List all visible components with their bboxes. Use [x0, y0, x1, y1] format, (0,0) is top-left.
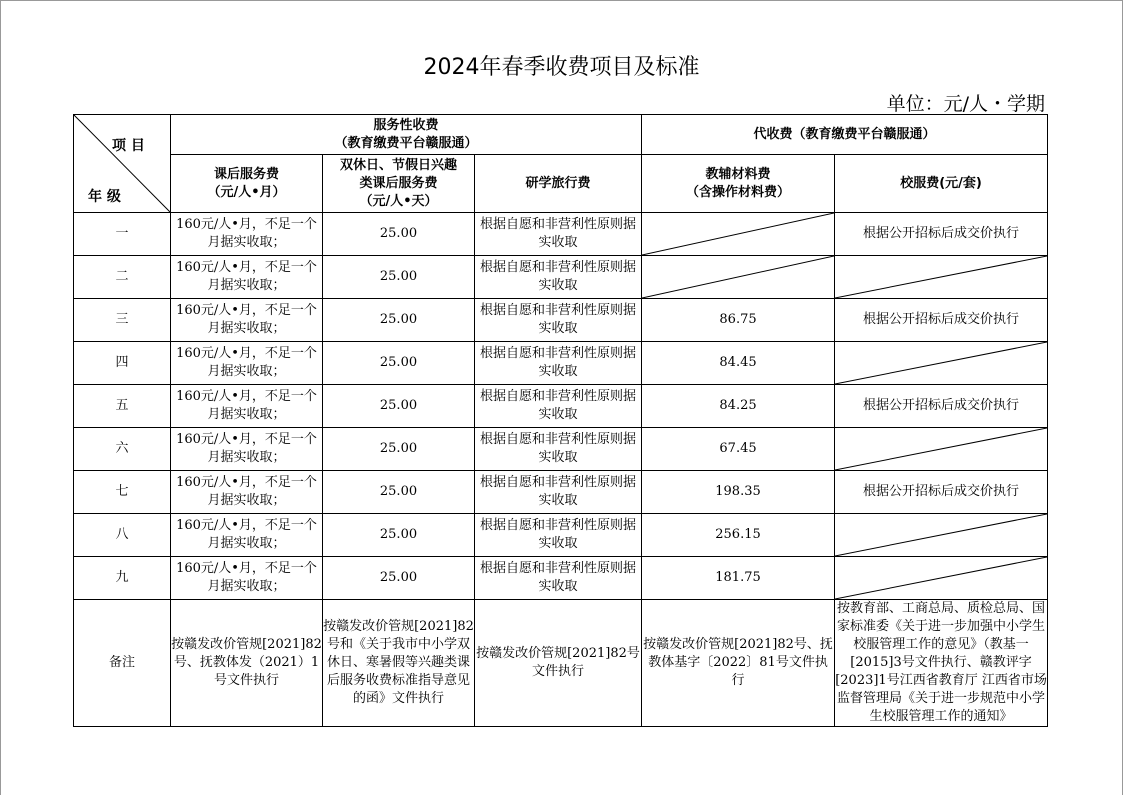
uniform-fee-cell: 根据公开招标后成交价执行 [835, 299, 1048, 342]
grade-cell: 一 [74, 213, 171, 256]
uniform-fee-cell: 根据公开招标后成交价执行 [835, 471, 1048, 514]
materials-fee-cell-empty [642, 256, 835, 299]
study-trip-fee-cell: 根据自愿和非营利性原则据实收取 [475, 514, 642, 557]
grade-cell: 七 [74, 471, 171, 514]
table-row [74, 299, 1048, 342]
after-school-fee-cell: 160元/人•月，不足一个月据实收取； [171, 299, 323, 342]
study-trip-fee-cell: 根据自愿和非营利性原则据实收取 [475, 256, 642, 299]
service-group-line2: （教育缴费平台赣服通） [334, 135, 478, 151]
after-school-fee-cell: 160元/人•月，不足一个月据实收取； [171, 428, 323, 471]
table-row [74, 471, 1048, 514]
after-school-fee-cell: 160元/人•月，不足一个月据实收取； [171, 471, 323, 514]
table-row [74, 514, 1048, 557]
col-materials-line1: 教辅材料费 [705, 166, 771, 182]
holiday-fee-cell: 25.00 [323, 342, 475, 385]
empty-cell-slash [835, 342, 1047, 384]
uniform-fee-cell: 根据公开招标后成交价执行 [835, 385, 1048, 428]
grade-cell: 六 [74, 428, 171, 471]
col-study-trip-header: 研学旅行费 [475, 155, 642, 213]
col-materials-line2: （含操作材料费） [686, 184, 791, 200]
empty-cell-slash [835, 428, 1047, 470]
study-trip-fee-cell: 根据自愿和非营利性原则据实收取 [475, 471, 642, 514]
header-row-columns [74, 155, 1048, 213]
study-trip-fee-cell: 根据自愿和非营利性原则据实收取 [475, 385, 642, 428]
table-row [74, 213, 1048, 256]
table-row [74, 385, 1048, 428]
empty-cell-slash [835, 256, 1047, 298]
materials-fee-cell: 181.75 [642, 557, 835, 600]
study-trip-fee-cell: 根据自愿和非营利性原则据实收取 [475, 299, 642, 342]
unit-label: 单位：元/人・学期 [886, 93, 1045, 115]
materials-fee-cell: 67.45 [642, 428, 835, 471]
col-holiday-line1: 双休日、节假日兴趣 [339, 157, 457, 173]
corner-header-cell [74, 115, 171, 213]
remarks-row [74, 600, 1048, 727]
remark-study-trip: 按赣发改价管规[2021]82号文件执行 [475, 600, 642, 727]
uniform-fee-cell-empty [835, 342, 1048, 385]
table-row [74, 557, 1048, 600]
col-uniform-header: 校服费(元/套) [835, 155, 1048, 213]
grade-cell: 五 [74, 385, 171, 428]
remarks-label: 备注 [74, 600, 171, 727]
study-trip-fee-cell: 根据自愿和非营利性原则据实收取 [475, 213, 642, 256]
study-trip-fee-cell: 根据自愿和非营利性原则据实收取 [475, 428, 642, 471]
uniform-fee-cell-empty [835, 256, 1048, 299]
study-trip-fee-cell: 根据自愿和非营利性原则据实收取 [475, 557, 642, 600]
grade-cell: 八 [74, 514, 171, 557]
col-holiday-line3: （元/人•天） [359, 193, 438, 209]
agency-fee-group-header: 代收费（教育缴费平台赣服通） [642, 115, 1048, 155]
materials-fee-cell: 84.25 [642, 385, 835, 428]
holiday-fee-cell: 25.00 [323, 471, 475, 514]
grade-cell: 九 [74, 557, 171, 600]
holiday-fee-cell: 25.00 [323, 514, 475, 557]
after-school-fee-cell: 160元/人•月，不足一个月据实收取； [171, 514, 323, 557]
materials-fee-cell: 86.75 [642, 299, 835, 342]
uniform-fee-cell-empty [835, 557, 1048, 600]
remark-holiday: 按赣发改价管规[2021]82号和《关于我市中小学双休日、寒暑假等兴趣类课后服务收费标准指导意见的函》文件执行 [323, 600, 475, 727]
corner-item-label: 项 目 [112, 138, 145, 154]
table-row [74, 428, 1048, 471]
col-materials-header [642, 155, 835, 213]
holiday-fee-cell: 25.00 [323, 428, 475, 471]
uniform-fee-cell: 根据公开招标后成交价执行 [835, 213, 1048, 256]
empty-cell-slash [642, 213, 834, 255]
table-row [74, 256, 1048, 299]
after-school-fee-cell: 160元/人•月，不足一个月据实收取； [171, 557, 323, 600]
col-after-school-line1: 课后服务费 [213, 166, 279, 182]
empty-cell-slash [642, 256, 834, 298]
empty-cell-slash [835, 557, 1047, 599]
empty-cell-slash [835, 514, 1047, 556]
page-border-left [0, 0, 1, 795]
after-school-fee-cell: 160元/人•月，不足一个月据实收取； [171, 342, 323, 385]
after-school-fee-cell: 160元/人•月，不足一个月据实收取； [171, 385, 323, 428]
uniform-fee-cell-empty [835, 514, 1048, 557]
grade-cell: 二 [74, 256, 171, 299]
col-after-school-line2: （元/人•月） [207, 184, 286, 200]
holiday-fee-cell: 25.00 [323, 299, 475, 342]
col-holiday-header [323, 155, 475, 213]
holiday-fee-cell: 25.00 [323, 256, 475, 299]
table-row [74, 342, 1048, 385]
header-row-groups [74, 115, 1048, 155]
materials-fee-cell: 256.15 [642, 514, 835, 557]
remark-materials: 按赣发改价管规[2021]82号、抚教体基字〔2022〕81号文件执行 [642, 600, 835, 727]
grade-cell: 三 [74, 299, 171, 342]
service-fee-group-header [171, 115, 642, 155]
remark-after-school: 按赣发改价管规[2021]82号、抚教体发（2021）1号文件执行 [171, 600, 323, 727]
grade-cell: 四 [74, 342, 171, 385]
remark-uniform: 按教育部、工商总局、质检总局、国家标准委《关于进一步加强中小学生校服管理工作的意见》（教基一[2015]3号文件执行、赣教评字[2023]1号江西省教育厅 江西省市场监督管理局《关于进一步规范中小学生校服管理工作的通知》 [835, 600, 1048, 727]
corner-grade-label: 年 级 [88, 189, 121, 205]
holiday-fee-cell: 25.00 [323, 385, 475, 428]
materials-fee-cell-empty [642, 213, 835, 256]
page-title: 2024年春季收费项目及标准 [423, 55, 700, 80]
col-holiday-line2: 类课后服务费 [359, 175, 438, 191]
page-border-top [0, 0, 1123, 1]
holiday-fee-cell: 25.00 [323, 557, 475, 600]
study-trip-fee-cell: 根据自愿和非营利性原则据实收取 [475, 342, 642, 385]
col-after-school-header [171, 155, 323, 213]
fee-table [73, 114, 1048, 727]
holiday-fee-cell: 25.00 [323, 213, 475, 256]
uniform-fee-cell-empty [835, 428, 1048, 471]
materials-fee-cell: 84.45 [642, 342, 835, 385]
service-group-line1: 服务性收费 [373, 117, 439, 133]
materials-fee-cell: 198.35 [642, 471, 835, 514]
after-school-fee-cell: 160元/人•月，不足一个月据实收取； [171, 256, 323, 299]
after-school-fee-cell: 160元/人•月，不足一个月据实收取； [171, 213, 323, 256]
